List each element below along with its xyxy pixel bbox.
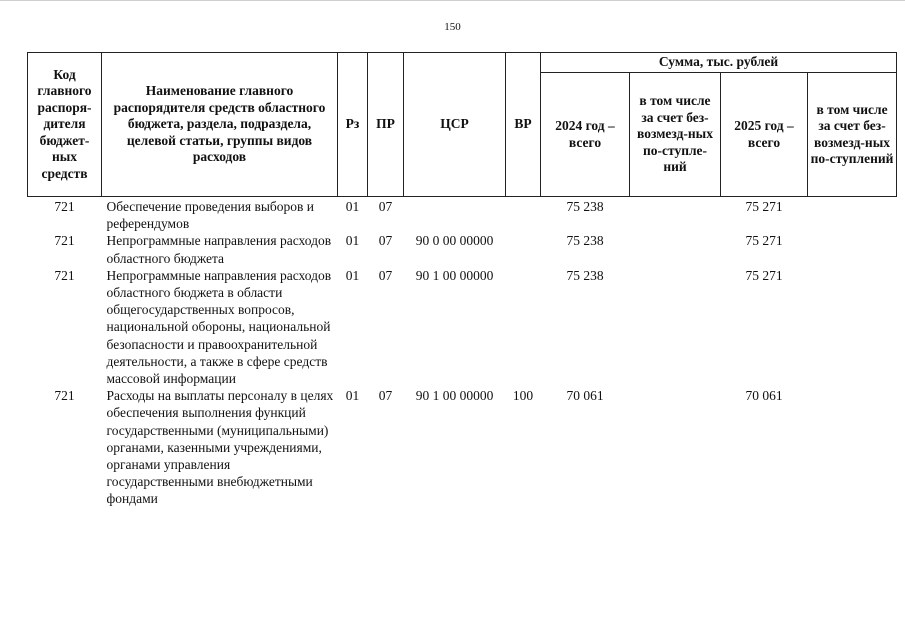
table-row — [28, 267, 897, 387]
cell-pr: 07 — [378, 233, 393, 249]
table-row — [28, 197, 897, 233]
table-row — [28, 232, 897, 266]
header-vr: ВР — [506, 53, 541, 197]
cell-csr: 90 0 00 00000 — [415, 233, 494, 249]
cell-2025-total: 70 061 — [745, 388, 783, 404]
cell-rz: 01 — [345, 267, 360, 283]
cell-csr — [404, 197, 506, 233]
cell-code: 721 — [54, 267, 75, 283]
cell-2024-grants — [630, 197, 721, 233]
budget-table — [27, 52, 897, 508]
cell-2025-grants — [808, 232, 897, 266]
header-code: Код главного распоря-дителя бюджет-ных средств — [28, 53, 102, 197]
cell-2024-total: 75 238 — [566, 199, 604, 214]
header-2025-grants: в том числе за счет без-возмезд-ных по-ступлений — [808, 73, 897, 197]
cell-2024-grants — [630, 387, 721, 507]
cell-2025-total: 75 271 — [745, 199, 783, 214]
header-sum-group: Сумма, тыс. рублей — [541, 53, 897, 73]
table-body — [28, 197, 897, 508]
cell-pr: 07 — [378, 199, 393, 214]
cell-csr: 90 1 00 00000 — [415, 388, 494, 404]
cell-vr — [506, 197, 541, 233]
header-name: Наименование главного распорядителя средств областного бюджета, раздела, подраздела, целевой статьи, группы видов расходов — [102, 53, 338, 197]
cell-2024-total: 75 238 — [566, 267, 604, 283]
cell-2025-grants — [808, 197, 897, 233]
cell-code: 721 — [54, 199, 75, 214]
cell-2025-total: 75 271 — [745, 267, 783, 283]
cell-2024-grants — [630, 267, 721, 387]
cell-code: 721 — [54, 233, 75, 249]
cell-name: Обеспечение проведения выборов и референдумов — [106, 199, 315, 232]
cell-rz: 01 — [345, 199, 360, 214]
cell-2025-grants — [808, 387, 897, 507]
cell-rz: 01 — [345, 233, 360, 249]
header-2024-grants: в том числе за счет без-возмезд-ных по-ступле-ний — [630, 73, 721, 197]
cell-2024-total: 70 061 — [566, 388, 604, 404]
page-number: 150 — [444, 21, 461, 33]
cell-name: Непрограммные направления расходов областного бюджета в области общегосударственных вопросов, национальной обороны, национальной безопасности и правоохранительной деятельности, а также в сфере средств массовой информации — [106, 267, 332, 387]
cell-2025-total: 75 271 — [745, 233, 783, 249]
top-border-line — [0, 0, 905, 1]
header-2024-total: 2024 год – всего — [541, 73, 630, 197]
header-csr: ЦСР — [404, 53, 506, 197]
cell-vr — [506, 267, 541, 387]
cell-2024-total: 75 238 — [566, 233, 604, 249]
cell-csr: 90 1 00 00000 — [415, 267, 494, 283]
header-2025-total: 2025 год – всего — [721, 73, 808, 197]
cell-code: 721 — [54, 388, 75, 404]
header-rz: Рз — [338, 53, 368, 197]
cell-rz: 01 — [345, 388, 360, 404]
header-pr: ПР — [368, 53, 404, 197]
cell-pr: 07 — [378, 267, 393, 283]
cell-vr: 100 — [512, 388, 534, 404]
cell-name: Непрограммные направления расходов областного бюджета — [106, 233, 332, 266]
table-header — [28, 53, 897, 197]
cell-pr: 07 — [378, 388, 393, 404]
table-row — [28, 387, 897, 507]
cell-2025-grants — [808, 267, 897, 387]
cell-vr — [506, 232, 541, 266]
cell-2024-grants — [630, 232, 721, 266]
cell-name: Расходы на выплаты персоналу в целях обеспечения выполнения функций государственными (муниципальными) органами, казенными учреждениями, органами управления государственными внебюджетными фондами — [106, 388, 334, 507]
